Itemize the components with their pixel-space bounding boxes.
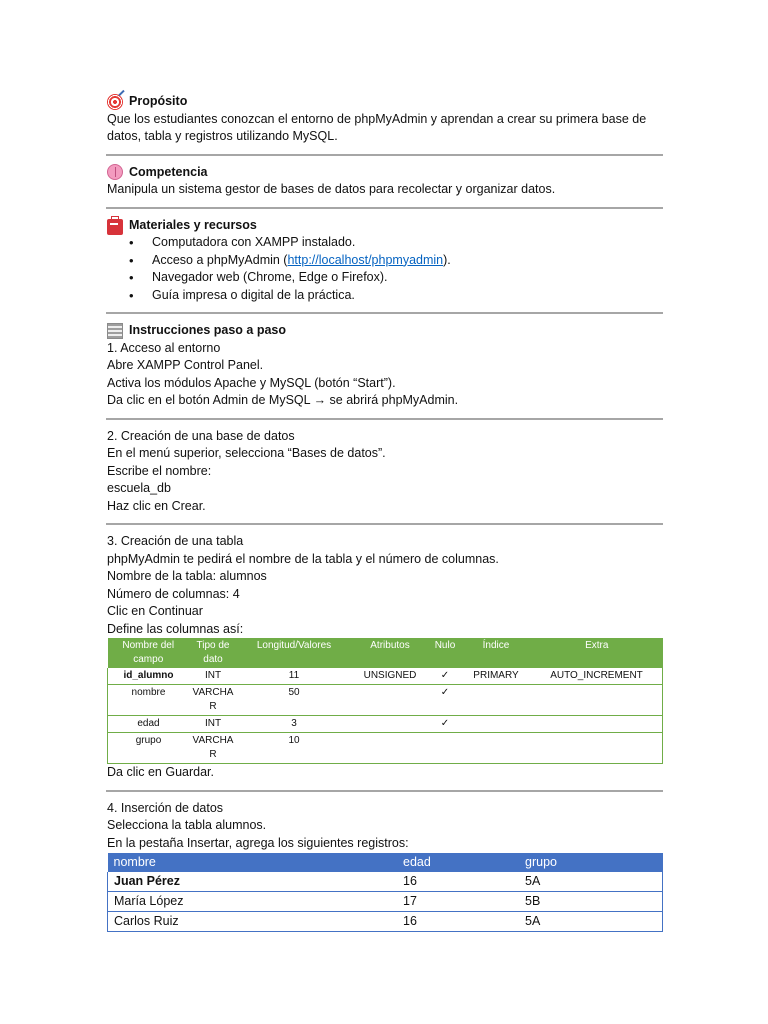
proposito-heading bbox=[107, 93, 663, 111]
header-tipo: Tipo de dato bbox=[189, 638, 237, 668]
header-extra: Extra bbox=[531, 638, 663, 668]
table-row bbox=[108, 668, 663, 685]
header-indice: Índice bbox=[461, 638, 531, 668]
paso4-line: En la pestaña Insertar, agrega los siguientes registros: bbox=[107, 835, 409, 850]
table-row bbox=[108, 733, 663, 764]
cell-campo: grupo bbox=[108, 733, 190, 764]
target-icon bbox=[107, 94, 123, 110]
cell-edad: 16 bbox=[397, 872, 519, 892]
paso4-line: Selecciona la tabla alumnos. bbox=[107, 818, 267, 832]
cell-campo: edad bbox=[108, 716, 190, 733]
paso2-line: En el menú superior, selecciona “Bases de datos”. bbox=[107, 446, 386, 460]
paso3-line: phpMyAdmin te pedirá el nombre de la tabla y el número de columnas. bbox=[107, 551, 499, 566]
table-row bbox=[108, 716, 663, 733]
competencia-heading bbox=[107, 164, 663, 182]
cell-nombre: Juan Pérez bbox=[108, 872, 398, 892]
cell-edad: 17 bbox=[397, 892, 519, 912]
materiales-heading bbox=[107, 217, 663, 235]
paso3-title: 3. Creación de una tabla bbox=[107, 534, 244, 548]
cell-atributos bbox=[351, 716, 429, 733]
section-divider bbox=[106, 418, 663, 420]
cell-campo: id_alumno bbox=[108, 668, 190, 685]
instrucciones-heading bbox=[107, 322, 663, 340]
paso3-line: Número de columnas: 4 bbox=[107, 586, 240, 601]
cell-edad: 16 bbox=[397, 912, 519, 932]
cell-longitud: 11 bbox=[237, 668, 351, 685]
document-content bbox=[107, 93, 663, 932]
paso1-title: 1. Acceso al entorno bbox=[107, 340, 221, 355]
header-campo: Nombre del campo bbox=[108, 638, 190, 668]
header-grupo: grupo bbox=[519, 853, 663, 872]
header-edad: edad bbox=[397, 853, 519, 872]
competencia-title: Competencia bbox=[129, 164, 208, 179]
paso4-title: 4. Inserción de datos bbox=[107, 800, 224, 815]
list-item: • Guía impresa o digital de la práctica. bbox=[107, 287, 663, 305]
cell-grupo: 5A bbox=[519, 872, 663, 892]
materiales-list bbox=[107, 234, 663, 304]
paso2-line: Haz clic en Crear. bbox=[107, 498, 206, 513]
section-divider bbox=[106, 312, 663, 314]
paso3-line: Define las columnas así: bbox=[107, 621, 244, 636]
section-divider bbox=[106, 790, 663, 792]
paso1-line: Activa los módulos Apache y MySQL (botón “Start”). bbox=[107, 375, 396, 390]
cell-grupo: 5B bbox=[519, 892, 663, 912]
toolbox-icon bbox=[107, 219, 123, 235]
phpmyadmin-link[interactable]: http://localhost/phpmyadmin bbox=[287, 252, 444, 267]
cell-atributos bbox=[351, 685, 429, 716]
cell-extra bbox=[531, 733, 663, 764]
cell-longitud: 10 bbox=[237, 733, 351, 764]
cell-nombre: María López bbox=[108, 892, 398, 912]
table-row bbox=[108, 912, 663, 932]
proposito-line-1: Que los estudiantes conozcan el entorno de phpMyAdmin y aprendan a crear su primera base de bbox=[107, 111, 647, 126]
header-nombre: nombre bbox=[108, 853, 398, 872]
list-item: • Navegador web (Chrome, Edge o Firefox). bbox=[107, 269, 663, 287]
cell-longitud: 3 bbox=[237, 716, 351, 733]
list-item bbox=[107, 252, 663, 270]
proposito-line-2: datos, tabla y registros utilizando MySQL. bbox=[107, 129, 338, 143]
cell-atributos bbox=[351, 733, 429, 764]
cell-atributos: UNSIGNED bbox=[351, 668, 429, 685]
paso2-line: escuela_db bbox=[107, 481, 171, 495]
cell-grupo: 5A bbox=[519, 912, 663, 932]
header-longitud: Longitud/Valores bbox=[237, 638, 351, 668]
competencia-text: Manipula un sistema gestor de bases de datos para recolectar y organizar datos. bbox=[107, 182, 556, 196]
section-divider bbox=[106, 154, 663, 156]
item-text: ). bbox=[443, 252, 451, 267]
instrucciones-title: Instrucciones paso a paso bbox=[129, 323, 286, 337]
cell-tipo: INT bbox=[189, 716, 237, 733]
section-divider bbox=[106, 207, 663, 209]
table-row bbox=[108, 892, 663, 912]
table-header-row bbox=[108, 853, 663, 872]
cell-tipo: VARCHA R bbox=[189, 685, 237, 716]
proposito-title: Propósito bbox=[129, 94, 188, 108]
cell-campo: nombre bbox=[108, 685, 190, 716]
cell-extra bbox=[531, 685, 663, 716]
cell-longitud: 50 bbox=[237, 685, 351, 716]
table-row bbox=[108, 685, 663, 716]
cell-nombre: Carlos Ruiz bbox=[108, 912, 398, 932]
cell-indice: PRIMARY bbox=[461, 668, 531, 685]
cell-indice bbox=[461, 733, 531, 764]
cell-tipo: INT bbox=[189, 668, 237, 685]
cell-nulo: ✓ bbox=[429, 668, 461, 685]
header-atributos: Atributos bbox=[351, 638, 429, 668]
cell-indice bbox=[461, 716, 531, 733]
memo-icon bbox=[107, 323, 123, 339]
cell-indice bbox=[461, 685, 531, 716]
paso3-line: Clic en Continuar bbox=[107, 604, 203, 618]
brain-icon bbox=[107, 164, 123, 180]
columns-table bbox=[107, 638, 663, 764]
header-nulo: Nulo bbox=[429, 638, 461, 668]
records-table bbox=[107, 853, 663, 932]
paso1-line: Da clic en el botón Admin de MySQL → se abrirá phpMyAdmin. bbox=[107, 393, 459, 407]
table-header-row bbox=[108, 638, 663, 668]
paso3-after: Da clic en Guardar. bbox=[107, 765, 214, 779]
cell-nulo bbox=[429, 733, 461, 764]
paso2-line: Escribe el nombre: bbox=[107, 463, 212, 478]
cell-tipo: VARCHA R bbox=[189, 733, 237, 764]
paso3-line: Nombre de la tabla: alumnos bbox=[107, 569, 267, 583]
cell-nulo: ✓ bbox=[429, 685, 461, 716]
list-item: • Computadora con XAMPP instalado. bbox=[107, 234, 663, 252]
cell-extra: AUTO_INCREMENT bbox=[531, 668, 663, 685]
paso1-line: Abre XAMPP Control Panel. bbox=[107, 358, 264, 372]
cell-nulo: ✓ bbox=[429, 716, 461, 733]
item-text: Acceso a phpMyAdmin ( bbox=[152, 252, 288, 267]
cell-extra bbox=[531, 716, 663, 733]
table-row bbox=[108, 872, 663, 892]
section-divider bbox=[106, 523, 663, 525]
materiales-title: Materiales y recursos bbox=[129, 217, 257, 232]
paso2-title: 2. Creación de una base de datos bbox=[107, 428, 295, 443]
